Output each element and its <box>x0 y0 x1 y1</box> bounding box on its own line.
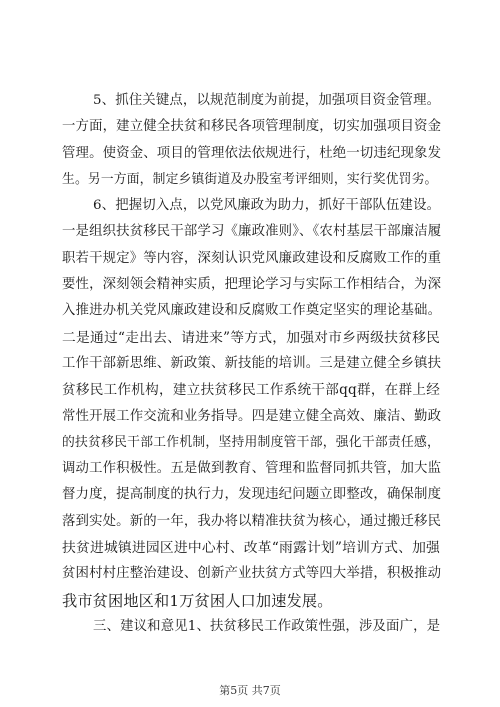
body-line: 要性，深刻领会精神实质，把理论学习与实际工作相结合，为深 <box>62 277 442 293</box>
document-body <box>62 88 440 640</box>
body-line: 工作干部新思维、新政策、新技能的培训。三是建立健全乡镇扶 <box>62 355 442 371</box>
body-line: 6、把握切入点，以党风廉政为助力，抓好干部队伍建设。 <box>93 198 441 214</box>
body-line: 落到实处。新的一年，我办将以精准扶贫为核心，通过搬迁移民 <box>62 513 442 529</box>
body-line: 贫困村村庄整治建设、创新产业扶贫方式等四大举措，积极推动 <box>62 566 442 582</box>
body-line: 贫移民工作机构，建立扶贫移民工作系统干部qq群，在群上经 <box>62 382 440 399</box>
page-number-footer: 第5页 共7页 <box>219 684 281 697</box>
body-line: 生。另一方面，制定乡镇街道及办股室考评细则，实行奖优罚劣。 <box>62 171 438 187</box>
body-line: 一方面，建立健全扶贫和移民各项管理制度，切实加强项目资金 <box>62 119 442 135</box>
body-line: 的扶贫移民干部工作机制，坚持用制度管干部，强化干部责任感， <box>62 434 440 450</box>
body-line: 职若干规定》等内容，深刻认识党风廉政建设和反腐败工作的重 <box>62 250 442 266</box>
body-line: 管理。使资金、项目的管理依法依规进行，杜绝一切违纪现象发 <box>62 145 442 161</box>
body-line: 扶贫进城镇进园区进中心村、改革“雨露计划”培训方式、加强 <box>62 540 440 557</box>
body-line: 二是通过“走出去、请进来”等方式，加强对市乡两级扶贫移民 <box>62 329 440 346</box>
body-line: 5、抓住关键点，以规范制度为前提，加强项目资金管理。 <box>93 93 441 108</box>
body-line: 三、建议和意见1、扶贫移民工作政策性强，涉及面广，是 <box>93 618 441 634</box>
body-line: 督力度，提高制度的执行力，发现违纪问题立即整改，确保制度 <box>62 487 442 503</box>
body-line: 调动工作积极性。五是做到教育、管理和监督同抓共管，加大监 <box>62 461 442 477</box>
body-line: 常性开展工作交流和业务指导。四是建立健全高效、廉洁、勤政 <box>62 408 442 424</box>
body-line: 一是组织扶贫移民干部学习《廉政准则》、《农村基层干部廉洁履 <box>62 224 442 240</box>
body-line: 我市贫困地区和1万贫困人口加速发展。 <box>62 591 333 610</box>
body-line: 入推进办机关党风廉政建设和反腐败工作奠定坚实的理论基础。 <box>62 303 442 319</box>
